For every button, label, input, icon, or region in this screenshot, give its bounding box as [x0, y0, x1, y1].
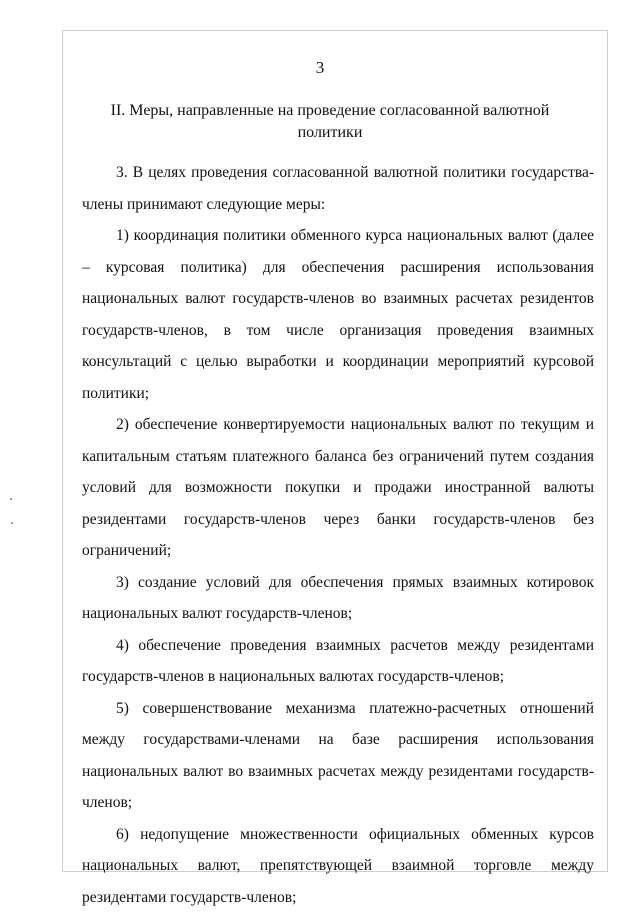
scan-speck [11, 522, 13, 524]
paragraph: 3. В целях проведения согласованной валютной политики государства-члены принимают следующие меры: [82, 157, 594, 220]
paragraph: 5) совершенствование механизма платежно-расчетных отношений между государствами-членами на базе расширения использования национальных валют во взаимных расчетах между резидентами государств-членов; [82, 693, 594, 819]
paragraph: 2) обеспечение конвертируемости национальных валют по текущим и капитальным статьям платежного баланса без ограничений путем создания условий для возможности покупки и продажи иностранной валюты резидентами государств-членов через банки государств-членов без ограничений; [82, 409, 594, 567]
scan-speck [10, 498, 12, 500]
section-heading: II. Меры, направленные на проведение согласованной валютной политики [80, 100, 580, 144]
document-body [82, 157, 594, 913]
paragraph: 6) недопущение множественности официальных обменных курсов национальных валют, препятствующей взаимной торговле между резидентами государств-членов; [82, 819, 594, 913]
paragraph: 3) создание условий для обеспечения прямых взаимных котировок национальных валют государств-членов; [82, 567, 594, 630]
paragraph: 1) координация политики обменного курса национальных валют (далее – курсовая политика) для обеспечения расширения использования национальных валют государств-членов во взаимных расчетах резидентов государств-членов, в том числе организация проведения взаимных консультаций с целью выработки и координации мероприятий курсовой политики; [82, 220, 594, 409]
page-number: 3 [0, 58, 640, 78]
paragraph: 4) обеспечение проведения взаимных расчетов между резидентами государств-членов в национальных валютах государств-членов; [82, 630, 594, 693]
